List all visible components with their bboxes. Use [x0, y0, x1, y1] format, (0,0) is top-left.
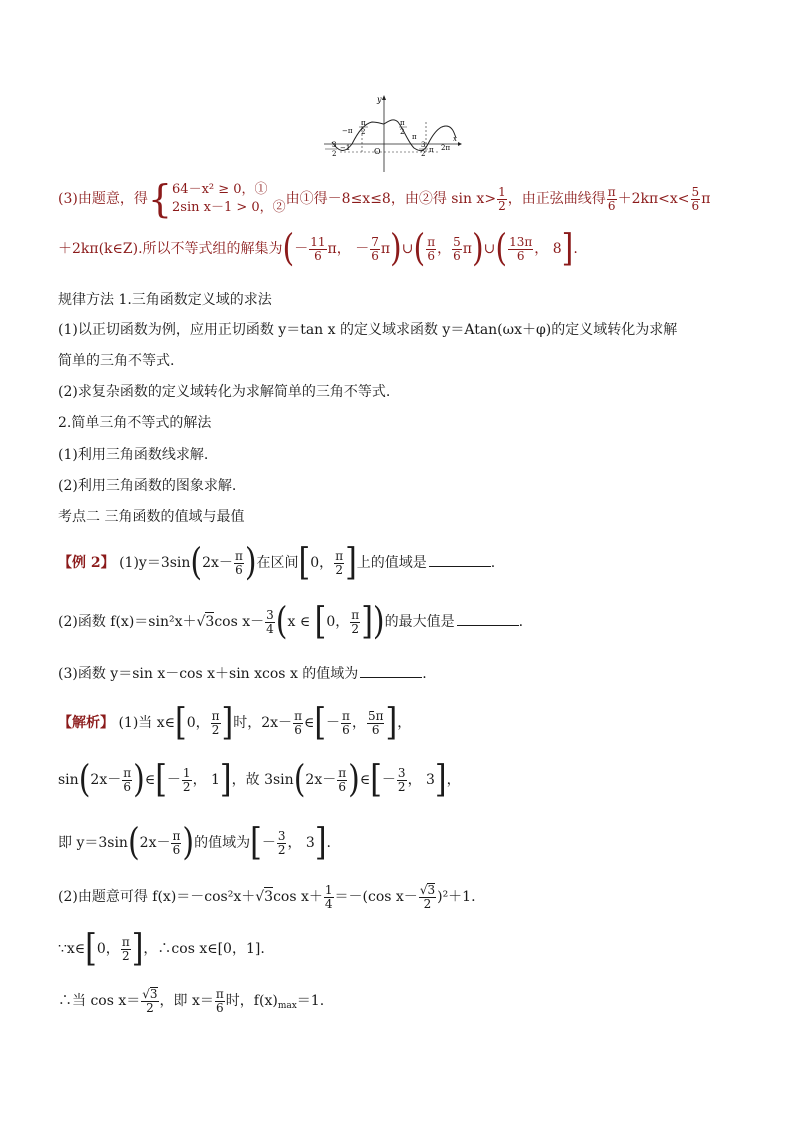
paren: (: [293, 757, 306, 802]
bracket: ]: [385, 700, 398, 745]
frac-s3-r: $\frac{3}{2}$: [277, 828, 286, 857]
paren-open-3: (: [495, 226, 508, 271]
sqrt-sign: √: [255, 889, 265, 905]
method-1a: (1)以正切函数为例，应用正切函数 y＝tan x 的定义域求函数 y＝Atan(ωx＋φ)的定义域转化为求解: [58, 322, 678, 338]
sqrt-3: 3: [264, 889, 274, 905]
bracket: [: [314, 700, 327, 745]
x-label: x: [453, 135, 457, 143]
bracket: [: [175, 700, 187, 745]
s2-r2-b: ， 3: [407, 772, 435, 788]
frac-s1: $\frac{\pi}{6}$: [294, 708, 302, 737]
method-4: (1)利用三角函数线求解.: [58, 447, 209, 463]
paren: (: [275, 599, 288, 644]
bracket: [: [370, 757, 382, 802]
cup2: ∪: [483, 241, 496, 257]
pi-label: π: [412, 133, 417, 141]
solution-6: [58, 987, 324, 1015]
s5-iv-a: 0，: [96, 941, 120, 957]
s2a: sin: [58, 772, 79, 788]
pi2-bot: 2: [400, 128, 405, 136]
frac-s1-r2: $\frac{5\pi}{6}$: [367, 708, 384, 737]
bracket: ]: [221, 700, 234, 745]
frac-s2b: $\frac{\pi}{6}$: [338, 765, 347, 794]
neg-3pi2-top: 3: [332, 141, 337, 149]
paren-open-2: (: [413, 226, 426, 271]
frac-pi6: $\frac{\pi}{6}$: [607, 184, 616, 213]
frac-q1-iv: $\frac{\pi}{2}$: [335, 548, 344, 577]
frac-s4-sqrt: $\frac{√3}{2}$: [419, 883, 436, 911]
s3b: 的值域为: [194, 835, 251, 851]
q1-in: 2x－: [202, 555, 233, 571]
p3-line2: [58, 226, 578, 271]
method-2: (2)求复杂函数的定义域转化为求解简单的三角不等式.: [58, 384, 391, 400]
s2-in2: 2x－: [305, 772, 337, 788]
q1c: 上的值域是: [356, 555, 427, 571]
s1-r-sign: －: [326, 715, 341, 731]
s1c: ∈: [303, 715, 315, 731]
sqrt-sign: √: [196, 614, 206, 630]
s6d: ＝1.: [296, 993, 325, 1009]
s2c: ，故 3sin: [231, 772, 294, 788]
x-axis-arrow: [458, 142, 462, 146]
frac-half: $\frac{1}{2}$: [498, 184, 506, 213]
q1a: (1)y＝3sin: [114, 555, 191, 571]
s2-r-b: ， 1: [192, 772, 220, 788]
q2-end: .: [518, 614, 524, 630]
paren: ): [133, 757, 145, 802]
frac-s2: $\frac{\pi}{6}$: [123, 765, 132, 794]
s1-end: ，: [397, 715, 412, 731]
p3-intro: (3)由题意，得: [58, 191, 148, 207]
bracket: [: [298, 540, 311, 585]
s6a: ∴当 cos x＝: [58, 993, 141, 1009]
p3-t3: ＋2kπ<x<: [617, 191, 690, 207]
p3-t4: π: [701, 191, 711, 207]
q1-iv-a: 0，: [310, 555, 334, 571]
answer-blank-1[interactable]: [429, 554, 491, 567]
int1-a-sign: －: [294, 241, 309, 257]
p3-line1: [58, 177, 711, 221]
pi2-top: π: [400, 119, 405, 127]
answer-blank-3[interactable]: [360, 665, 422, 678]
example2-q3: [58, 665, 427, 683]
paren: ): [182, 820, 195, 865]
frac-56: $\frac{5}{6}$: [691, 184, 700, 213]
example-tag: 【例 2】: [58, 555, 115, 571]
example2-q2: [58, 599, 524, 644]
q2b: cos x－: [214, 614, 265, 630]
bracket: ]: [219, 757, 232, 802]
s1b: 时，2x－: [233, 715, 293, 731]
s1a: (1)当 x∈: [114, 715, 175, 731]
frac-s6: $\frac{\pi}{6}$: [215, 986, 224, 1015]
solution-tag: 【解析】: [58, 715, 114, 731]
sys-row2: 2sin x－1 > 0，②: [172, 200, 286, 215]
method-3: 2.简单三角不等式的解法: [58, 415, 212, 431]
q1-end: .: [490, 555, 496, 571]
int2-comma: ，: [437, 241, 452, 257]
frac-q1: $\frac{\pi}{6}$: [234, 548, 243, 577]
bracket: [: [155, 757, 167, 802]
s3-r-sign: －: [261, 835, 276, 851]
p3-t1: 由①得－8≤x≤8，由②得 sin x>: [285, 191, 497, 207]
frac-q2: $\frac{3}{4}$: [266, 607, 274, 636]
origin-label: O: [374, 147, 381, 156]
system: [172, 181, 286, 217]
cup1: ∪: [401, 241, 414, 257]
q1b: 在区间: [256, 555, 299, 571]
frac-13pi-6: $\frac{13\pi}{6}$: [509, 234, 533, 263]
solution-4: [58, 883, 476, 911]
bracket: ]: [434, 757, 447, 802]
solution-1: [58, 700, 412, 745]
section-title: 考点二 三角函数的值域与最值: [58, 509, 245, 525]
answer-blank-2[interactable]: [457, 613, 519, 626]
paren: (: [190, 540, 203, 585]
bracket: [: [314, 599, 327, 644]
bracket: [: [250, 820, 262, 865]
frac-s5-iv: $\frac{\pi}{2}$: [121, 934, 130, 963]
paren: ): [348, 757, 360, 802]
q2c: 的最大值是: [384, 614, 455, 630]
s4c: ＝－(cos x－: [334, 889, 418, 905]
frac-s2-r: $\frac{1}{2}$: [182, 765, 191, 794]
paren: ): [244, 540, 257, 585]
bracket: [: [85, 926, 97, 971]
neg-pi2-top: π: [361, 119, 366, 127]
frac-7-6: $\frac{7}{6}$: [371, 234, 379, 263]
brace: {: [147, 177, 173, 221]
s3-r-b: ， 3: [287, 835, 315, 851]
frac-s2-r2: $\frac{3}{2}$: [397, 765, 406, 794]
frac-s4: $\frac{1}{4}$: [324, 882, 333, 911]
paren-close: ): [390, 226, 402, 271]
q2a: (2)函数 f(x)＝sin²x＋: [58, 614, 197, 630]
s3a: 即 y＝3sin: [58, 835, 128, 851]
s5a: ∵x∈: [58, 941, 86, 957]
solution-2: [58, 757, 461, 802]
frac-pi-6: $\frac{\pi}{6}$: [427, 234, 436, 263]
s5b: ，∴cos x∈[0，1].: [143, 941, 265, 957]
sqrt-3: 3: [205, 614, 215, 630]
method-5: (2)利用三角函数的图象求解.: [58, 478, 237, 494]
frac-11-6: $\frac{11}{6}$: [310, 234, 326, 263]
y-label: y: [377, 95, 382, 104]
pi3-top: 3: [421, 141, 426, 149]
bracket: ]: [314, 820, 327, 865]
frac-s3: $\frac{\pi}{6}$: [172, 828, 181, 857]
neg-one-label: −1: [340, 144, 351, 152]
solution-5: [58, 926, 265, 971]
bracket: ]: [345, 540, 357, 585]
int1-b-pi: π: [380, 241, 391, 257]
q3: (3)函数 y＝sin x－cos x＋sin xcos x 的值域为: [58, 666, 359, 682]
s6c: 时，f(x): [225, 993, 278, 1009]
sine-curve: [332, 120, 456, 151]
bracket: ]: [131, 926, 144, 971]
s3-in: 2x－: [139, 835, 171, 851]
s2d: ∈: [359, 772, 371, 788]
method-title: 规律方法 1.三角函数定义域的求法: [58, 292, 272, 308]
q2-iv-a: 0，: [326, 614, 350, 630]
paren: (: [127, 820, 140, 865]
p3-l2a: ＋2kπ(k∈Z).所以不等式组的解集为: [58, 241, 283, 257]
paren-open: (: [282, 226, 295, 271]
frac-s6-sqrt: $\frac{√3}{2}$: [142, 987, 158, 1015]
pi3-pi: π: [429, 146, 434, 154]
s2-r-sign: －: [166, 772, 181, 788]
p3-end: .: [573, 241, 578, 257]
s2-in: 2x－: [90, 772, 122, 788]
frac-q2-iv: $\frac{\pi}{2}$: [351, 607, 360, 636]
neg-3pi2-bot: 2: [332, 150, 337, 158]
example2-q1: [58, 540, 496, 585]
two-pi-label: 2π: [441, 144, 451, 152]
s2b: ∈: [144, 772, 156, 788]
s4a: (2)由题意可得 f(x)＝－cos²x＋: [58, 889, 256, 905]
int1-b-sign: －: [355, 241, 370, 257]
pi3-bot: 2: [421, 150, 426, 158]
neg-pi-label: −π: [342, 127, 353, 135]
q2-in: x ∈: [287, 614, 315, 630]
s1-iv-a: 0，: [186, 715, 210, 731]
q3-end: .: [422, 666, 427, 682]
paren-close-2: ): [471, 226, 484, 271]
frac-5-6: $\frac{5}{6}$: [453, 234, 461, 263]
bracket: ]: [361, 599, 373, 644]
int3-b: ， 8: [534, 241, 562, 257]
sine-graph: [322, 92, 462, 174]
s4b: cos x＋: [273, 889, 323, 905]
s3-end: .: [326, 835, 331, 851]
s1-r-comma: ，: [351, 715, 366, 731]
int1-a-pi: π，: [327, 241, 351, 257]
s4d: )²＋1.: [437, 889, 476, 905]
max-subscript: max: [277, 1001, 297, 1011]
s2-r2-sign: －: [381, 772, 396, 788]
method-1b: 简单的三角不等式.: [58, 353, 175, 369]
frac-s1-iv: $\frac{\pi}{2}$: [211, 708, 220, 737]
solution-3: [58, 820, 331, 865]
paren: ): [372, 599, 385, 644]
neg-pi2-bot: 2: [361, 128, 366, 136]
s2-end: ，: [446, 772, 461, 788]
s6b: ，即 x＝: [159, 993, 214, 1009]
bracket-close-3: ]: [561, 226, 574, 271]
int2-b-pi: π: [462, 241, 472, 257]
y-axis-arrow: [382, 95, 386, 100]
sys-row1: 64－x² ≥ 0，①: [172, 182, 268, 197]
paren: (: [78, 757, 91, 802]
p3-t2: ，由正弦曲线得: [507, 191, 606, 207]
frac-s1-r: $\frac{\pi}{6}$: [342, 708, 350, 737]
